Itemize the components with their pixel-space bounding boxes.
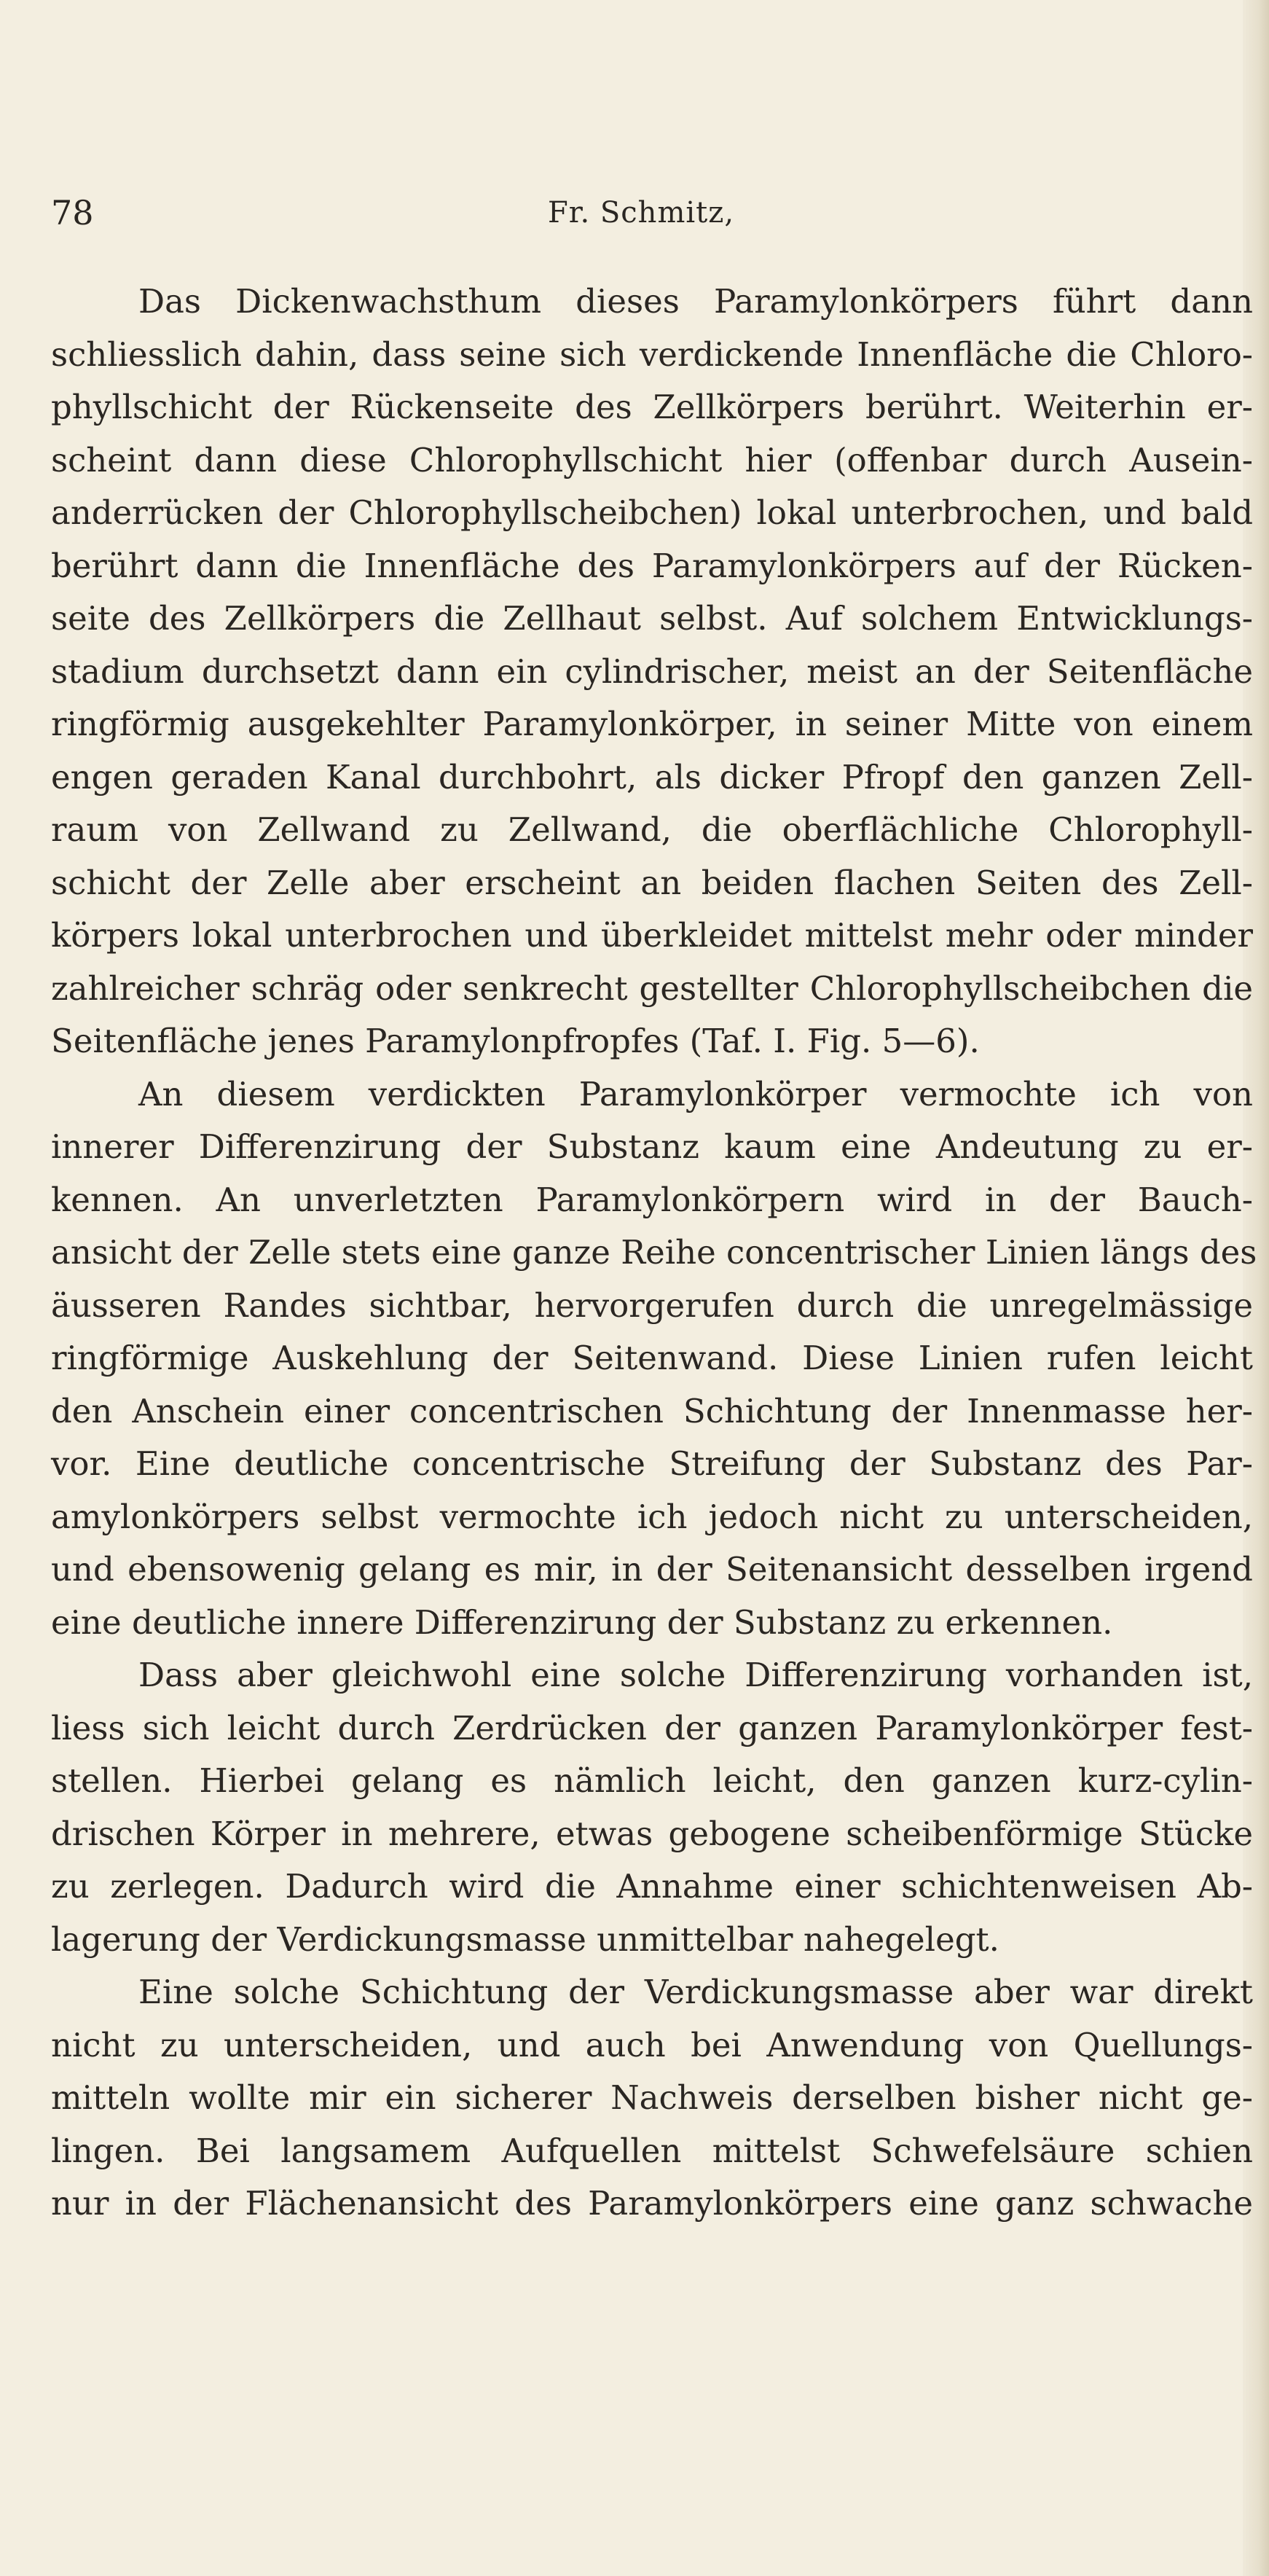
paragraph	[51, 1649, 1253, 1966]
text-line: phyllschicht der Rückenseite des Zellkörpers berührt. Weiterhin er-	[51, 388, 1253, 426]
text-line: seite des Zellkörpers die Zellhaut selbst. Auf solchem Entwicklungs-	[51, 599, 1253, 638]
text-line: den Anschein einer concentrischen Schichtung der Innenmasse her-	[51, 1391, 1253, 1430]
text-line: stadium durchsetzt dann ein cylindrischer, meist an der Seitenfläche	[51, 651, 1253, 691]
text-line: nur in der Flächenansicht des Paramylonkörpers eine ganz schwache	[51, 2184, 1253, 2223]
text-line: körpers lokal unterbrochen und überkleidet mittelst mehr oder minder	[51, 916, 1253, 955]
text-line: Eine solche Schichtung der Verdickungsmasse aber war direkt	[138, 1973, 1253, 2011]
text-line: Das Dickenwachsthum dieses Paramylonkörpers führt dann	[138, 282, 1253, 321]
paragraph	[51, 1966, 1253, 2231]
text-line: eine deutliche innere Differenzirung der Substanz zu erkennen.	[51, 1602, 1113, 1642]
text-line: Seitenfläche jenes Paramylonpfropfes (Taf. I. Fig. 5—6).	[51, 1022, 980, 1060]
text-line: mitteln wollte mir ein sicherer Nachweis derselben bisher nicht ge-	[51, 2078, 1253, 2117]
text-line: berührt dann die Innenfläche des Paramylonkörpers auf der Rücken-	[51, 546, 1253, 585]
text-line: und ebensowenig gelang es mir, in der Seitenansicht desselben irgend	[51, 1550, 1253, 1589]
text-line: Dass aber gleichwohl eine solche Differenzirung vorhanden ist,	[138, 1656, 1253, 1694]
text-line: kennen. An unverletzten Paramylonkörpern wird in der Bauch-	[51, 1180, 1253, 1219]
text-line: innerer Differenzirung der Substanz kaum eine Andeutung zu er-	[51, 1127, 1253, 1166]
body-text	[51, 275, 1257, 2231]
text-line: raum von Zellwand zu Zellwand, die oberflächliche Chlorophyll-	[51, 810, 1253, 849]
running-head: Fr. Schmitz,	[547, 196, 735, 230]
paragraph	[51, 275, 1253, 1068]
text-line: ansicht der Zelle stets eine ganze Reihe concentrischer Linien längs des	[51, 1233, 1257, 1272]
text-line: An diesem verdickten Paramylonkörper vermochte ich von	[138, 1074, 1253, 1113]
text-line: ringförmige Auskehlung der Seitenwand. Diese Linien rufen leicht	[51, 1339, 1253, 1377]
text-line: zahlreicher schräg oder senkrecht gestellter Chlorophyllscheibchen die	[51, 968, 1253, 1008]
page-header	[51, 191, 1231, 235]
text-line: schliesslich dahin, dass seine sich verdickende Innenfläche die Chloro-	[51, 334, 1253, 374]
text-line: nicht zu unterscheiden, und auch bei Anwendung von Quellungs-	[51, 2025, 1253, 2064]
text-line: engen geraden Kanal durchbohrt, als dicker Pfropf den ganzen Zell-	[51, 757, 1253, 796]
text-line: äusseren Randes sichtbar, hervorgerufen durch die unregelmässige	[51, 1285, 1253, 1325]
text-line: stellen. Hierbei gelang es nämlich leicht, den ganzen kurz-cylin-	[51, 1761, 1253, 1800]
text-line: vor. Eine deutliche concentrische Streifung der Substanz des Par-	[51, 1444, 1253, 1483]
text-line: amylonkörpers selbst vermochte ich jedoch nicht zu unterscheiden,	[51, 1497, 1253, 1536]
text-line: ringförmig ausgekehlter Paramylonkörper, in seiner Mitte von einem	[51, 705, 1253, 743]
text-line: schicht der Zelle aber erscheint an beiden flachen Seiten des Zell-	[51, 863, 1253, 902]
page-number: 78	[51, 193, 94, 232]
text-line: zu zerlegen. Dadurch wird die Annahme einer schichtenweisen Ab-	[51, 1867, 1253, 1906]
text-line: drischen Körper in mehrere, etwas gebogene scheibenförmige Stücke	[51, 1814, 1253, 1853]
text-line: lagerung der Verdickungsmasse unmittelbar nahegelegt.	[51, 1919, 999, 1959]
text-line: lingen. Bei langsamem Aufquellen mittelst Schwefelsäure schien	[51, 2131, 1253, 2170]
text-line: scheint dann diese Chlorophyllschicht hier (offenbar durch Ausein-	[51, 440, 1253, 479]
text-line: anderrücken der Chlorophyllscheibchen) lokal unterbrochen, und bald	[51, 493, 1253, 532]
paragraph	[51, 1068, 1257, 1650]
text-line: liess sich leicht durch Zerdrücken der ganzen Paramylonkörper fest-	[51, 1708, 1253, 1747]
